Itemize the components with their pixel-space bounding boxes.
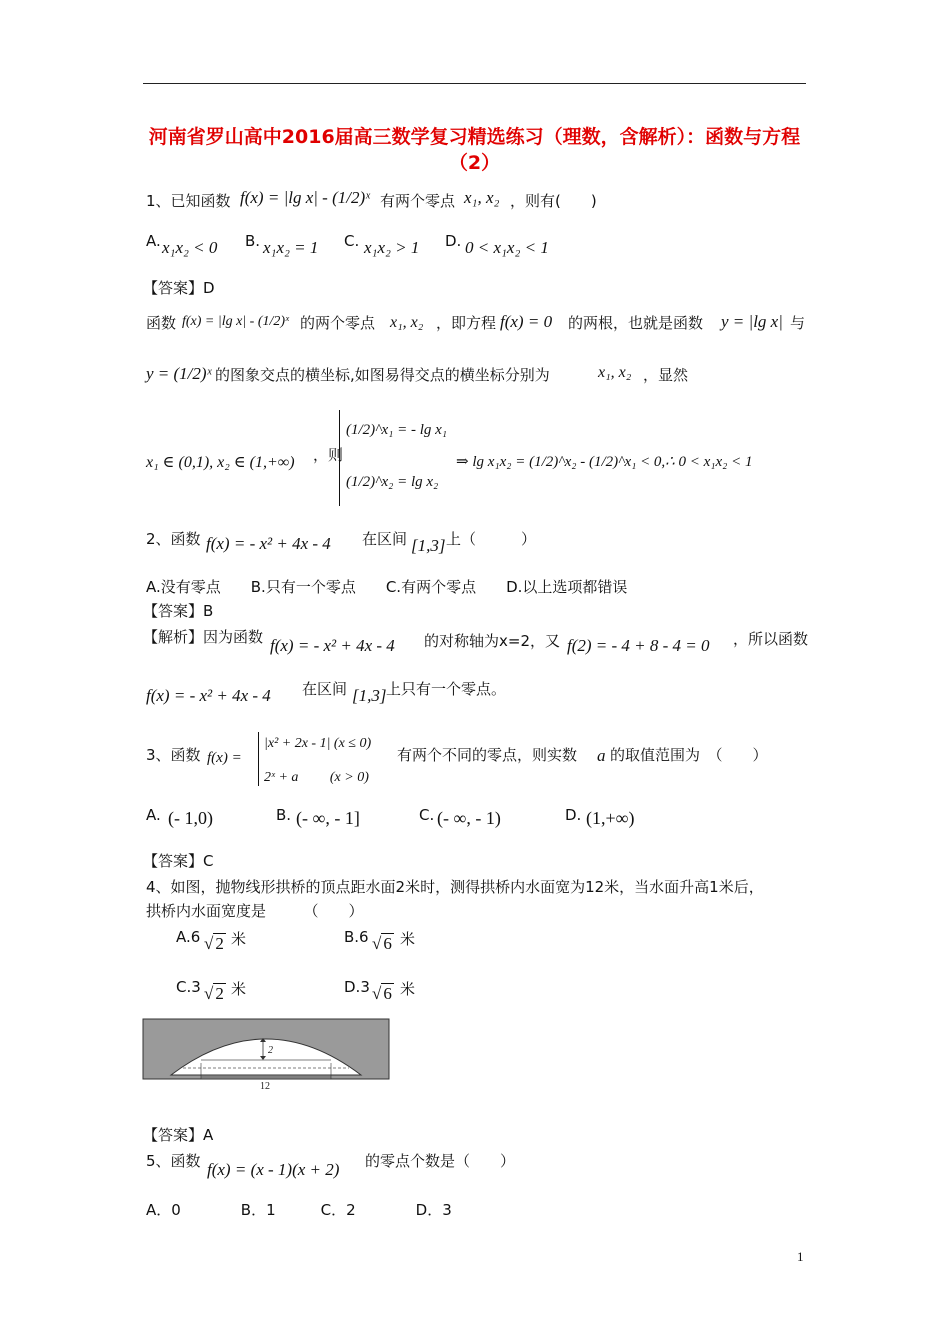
page-title: 河南省罗山高中2016届高三数学复习精选练习（理数，含解析）：函数与方程（2）: [148, 126, 801, 174]
q2-expl-2d: 上只有一个零点。: [386, 680, 507, 698]
q4-opt-c-pre: C.3: [176, 978, 201, 996]
q1-opt-c-label: C.: [344, 232, 360, 250]
q3-opt-d-label: D.: [565, 806, 582, 824]
q1-expl-1g: 的两根，也就是函数: [568, 314, 704, 332]
q1-expl-2a: y = (1/2)ˣ: [146, 364, 212, 383]
q4-opt-a-unit: 米: [231, 930, 247, 948]
q1-expl-3b: ，则: [313, 446, 344, 464]
q3-case1: |x² + 2x - 1| (x ≤ 0): [264, 736, 372, 751]
q1-prefix: 1、已知函数: [146, 192, 231, 210]
q4-opt-c-unit: 米: [231, 980, 247, 998]
q1-opt-b: x₁x₂ = 1: [263, 238, 319, 257]
q1-expl-2c: x₁, x₂: [598, 364, 632, 381]
q1-expl-2b: 的图象交点的横坐标,如图易得交点的横坐标分别为: [215, 366, 550, 384]
q1-opt-d: 0 < x₁x₂ < 1: [465, 238, 549, 257]
q1-expl-1a: 函数: [146, 314, 177, 332]
q2-interval: [1,3]: [411, 536, 446, 555]
q2-expl-1b: f(x) = - x² + 4x - 4: [270, 636, 395, 655]
page-number: 1: [797, 1249, 804, 1264]
q3-opt-b-label: B.: [276, 806, 292, 824]
q4-opt-a-pre: A.6: [176, 928, 201, 946]
q4-opt-d-unit: 米: [400, 980, 416, 998]
q3-opt-c-label: C.: [419, 806, 435, 824]
q1-expl-1h: y = |lg x|: [721, 312, 783, 331]
q1-answer: 【答案】D: [143, 279, 215, 297]
q1-suffix: 有两个零点: [380, 192, 456, 210]
q3-opt-b: (- ∞, - 1]: [296, 808, 360, 828]
q5-func: f(x) = (x - 1)(x + 2): [207, 1160, 340, 1179]
height-label: 2: [268, 1045, 273, 1056]
q1-opt-a: x₁x₂ < 0: [162, 238, 218, 257]
q4-opt-b-rad: √ 6: [372, 934, 392, 953]
q2-mid: 在区间: [362, 530, 408, 548]
q4-line2: 拱桥内水面宽度是 （ ）: [146, 902, 364, 920]
q4-opt-c-rad: √ 2: [204, 984, 224, 1003]
header-rule: [143, 83, 806, 84]
q3-var: a: [597, 746, 606, 765]
q3-case2: 2ˣ + a (x > 0): [264, 770, 369, 785]
q4-opt-a-rad: √ 2: [204, 934, 224, 953]
q3-opt-a: (- 1,0): [168, 808, 213, 828]
q4-opt-b-unit: 米: [400, 930, 416, 948]
q2-expl-2a: f(x) = - x² + 4x - 4: [146, 686, 271, 705]
q1-expl-1d: x₁, x₂: [390, 314, 424, 331]
q1-opt-a-label: A.: [146, 232, 161, 250]
q2-expl-1e: ，所以函数: [733, 630, 809, 648]
q1-expl-1c: 的两个零点: [300, 314, 376, 332]
q1-expl-3a: x₁ ∈ (0,1), x₂ ∈ (1,+∞): [146, 454, 295, 471]
q5-tail: 的零点个数是（ ）: [365, 1152, 516, 1170]
q3-tail: 的取值范围为 （ ）: [610, 746, 768, 764]
q1-expl-1b: f(x) = |lg x| - (1/2)ˣ: [182, 314, 290, 329]
q1-expl-3d: (1/2)^x₂ = lg x₂: [346, 474, 439, 490]
q4-opt-d-rad: √ 6: [372, 984, 392, 1003]
q1-expl-1e: ，即方程: [436, 314, 497, 332]
q1-expl-1i: 与: [790, 314, 806, 332]
q1-brace: [339, 410, 342, 506]
q3-answer: 【答案】C: [143, 852, 214, 870]
q2-expl-2c: [1,3]: [352, 686, 387, 705]
q2-expl-1c: 的对称轴为x=2，又: [424, 632, 560, 650]
q3-prefix: 3、函数: [146, 746, 201, 764]
q1-expl-3e: ⇒ lg x₁x₂ = (1/2)^x₂ - (1/2)^x₁ < 0,∴ 0 < x₁x₂ < 1: [456, 454, 753, 470]
q1-expl-2d: ，显然: [643, 366, 689, 384]
q1-func: f(x) = |lg x| - (1/2)ˣ: [240, 188, 370, 207]
q5-prefix: 5、函数: [146, 1152, 201, 1170]
q1-expl-3c: (1/2)^x₁ = - lg x₁: [346, 422, 448, 438]
q3-opt-c: (- ∞, - 1): [437, 808, 501, 828]
q2-expl-1d: f(2) = - 4 + 8 - 4 = 0: [567, 636, 710, 655]
q2-answer: 【答案】B: [143, 602, 214, 620]
q1-vars: x₁, x₂: [464, 188, 500, 207]
q3-mid: 有两个不同的零点，则实数: [397, 746, 578, 764]
width-label: 12: [260, 1081, 270, 1092]
q1-opt-b-label: B.: [245, 232, 261, 250]
q1-opt-d-label: D.: [445, 232, 462, 250]
bridge-figure: [143, 1019, 389, 1092]
q5-options: A．0 B．1 C．2 D．3: [146, 1201, 452, 1219]
q3-brace: [258, 732, 261, 786]
q4-opt-d-pre: D.3: [344, 978, 370, 996]
q3-opt-a-label: A.: [146, 806, 161, 824]
q4-answer: 【答案】A: [143, 1126, 214, 1144]
q1-expl-1f: f(x) = 0: [500, 312, 553, 331]
q4-line1: 4、如图，抛物线形拱桥的顶点距水面2米时，测得拱桥内水面宽为12米，当水面升高1米后，: [146, 878, 764, 896]
q3-fx: f(x) =: [207, 750, 242, 766]
q2-expl-2b: 在区间: [302, 680, 348, 698]
q2-tail: 上（ ）: [446, 530, 537, 548]
q2-options: A.没有零点 B.只有一个零点 C.有两个零点 D.以上选项都错误: [146, 578, 628, 596]
q1-opt-c: x₁x₂ > 1: [364, 238, 420, 257]
q2-expl-1a: 【解析】因为函数: [143, 628, 264, 646]
q2-func: f(x) = - x² + 4x - 4: [206, 534, 331, 553]
q1-tail: ，则有( ): [510, 192, 597, 210]
q2-prefix: 2、函数: [146, 530, 201, 548]
q4-opt-b-pre: B.6: [344, 928, 369, 946]
q3-opt-d: (1,+∞): [586, 808, 635, 828]
